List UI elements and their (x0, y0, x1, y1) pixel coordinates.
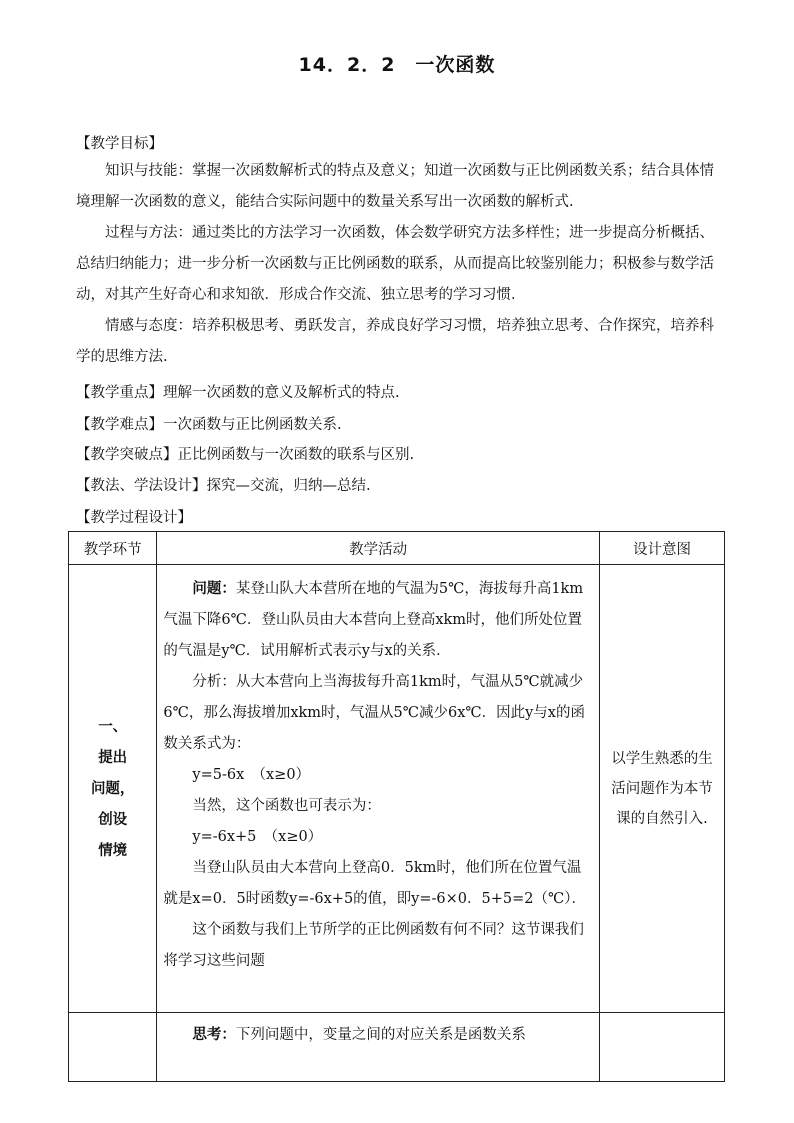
think-paragraph (163, 1019, 589, 1051)
breakthrough (76, 443, 724, 464)
objective-process: 过程与方法：通过类比的方法学习一次函数，体会数学研究方法多样性；进一步提高分析概括、总结归纳能力；进一步分析一次函数与正比例函数的联系，从而提高比较鉴别能力；积极参与数学活动，对其产生好奇心和求知欲．形成合作交流、独立思考的学习习惯． (76, 225, 714, 303)
key-point (76, 381, 724, 402)
stage-cell (69, 565, 157, 1013)
difficulty-label: 【教学难点】 (76, 417, 163, 433)
difficulty (76, 413, 724, 434)
key-point-label: 【教学重点】 (76, 385, 163, 401)
intent-cell-empty (599, 1013, 724, 1082)
header-stage: 教学环节 (69, 532, 157, 565)
stage-line: 提出 (98, 749, 128, 766)
analysis-text: 分析：从大本营向上当海拔每升高1km时，气温从5℃就减少6℃，那么海拔增加xkm时，气温从5℃减少6x℃．因此y与x的函数关系式为： (163, 674, 585, 752)
methods-label: 【教法、学法设计】 (76, 478, 207, 494)
objective-emotion: 情感与态度：培养积极思考、勇跃发言，养成良好学习习惯，培养独立思考、合作探究，培养科学的思维方法. (76, 318, 714, 365)
page-title: 14．2．2 一次函数 (298, 54, 496, 76)
breakthrough-text: 正比例函数与一次函数的联系与区别. (177, 447, 415, 463)
stage-line: 问题， (90, 780, 135, 797)
table-header-row (69, 532, 725, 565)
example-text: 当登山队员由大本营向上登高0．5km时，他们所在位置气温就是x=0．5时函数y=-6x+5的值，即y=-6×0．5+5=2（℃）． (163, 860, 586, 907)
stage-line: 一、 (98, 718, 128, 735)
table-row (69, 565, 725, 1013)
key-point-text: 理解一次函数的意义及解析式的特点. (163, 385, 400, 401)
problem-label: 问题： (192, 580, 236, 597)
table-row (69, 1013, 725, 1082)
stage-cell-empty (69, 1013, 157, 1082)
breakthrough-label: 【教学突破点】 (76, 447, 178, 463)
problem-paragraph (163, 573, 589, 667)
objective-knowledge: 知识与技能：掌握一次函数解析式的特点及意义；知道一次函数与正比例函数关系；结合具体情境理解一次函数的意义，能结合实际问题中的数量关系写出一次函数的解析式. (76, 163, 714, 210)
intent-cell: 以学生熟悉的生活问题作为本节课的自然引入. (599, 565, 724, 1013)
activity-cell (157, 565, 600, 1013)
methods (76, 474, 724, 495)
think-cell (157, 1013, 600, 1082)
lesson-table (68, 531, 725, 1082)
process-design-label: 【教学过程设计】 (76, 510, 192, 526)
stage-line: 创设 (98, 811, 128, 828)
difficulty-text: 一次函数与正比例函数关系. (163, 417, 342, 433)
methods-text: 探究—交流，归纳—总结. (206, 478, 371, 494)
formula-2: y=-6x+5 （x≥0） (192, 829, 323, 845)
objectives-label: 【教学目标】 (76, 136, 163, 152)
think-label: 思考： (192, 1026, 236, 1043)
also-text: 当然，这个函数也可表示为： (192, 798, 381, 814)
problem-text: 某登山队大本营所在地的气温为5℃，海拔每升高1km气温下降6℃．登山队员由大本营向上登高xkm时，他们所处位置的气温是y℃．试用解析式表示y与x的关系． (163, 581, 584, 659)
stage-line: 情境 (98, 842, 128, 859)
header-intent: 设计意图 (599, 532, 724, 565)
question-text: 这个函数与我们上节所学的正比例函数有何不同？这节课我们将学习这些问题 (163, 922, 584, 969)
formula-1: y=5-6x （x≥0） (192, 767, 311, 783)
think-text: 下列问题中，变量之间的对应关系是函数关系 (235, 1027, 526, 1043)
header-activity: 教学活动 (157, 532, 600, 565)
